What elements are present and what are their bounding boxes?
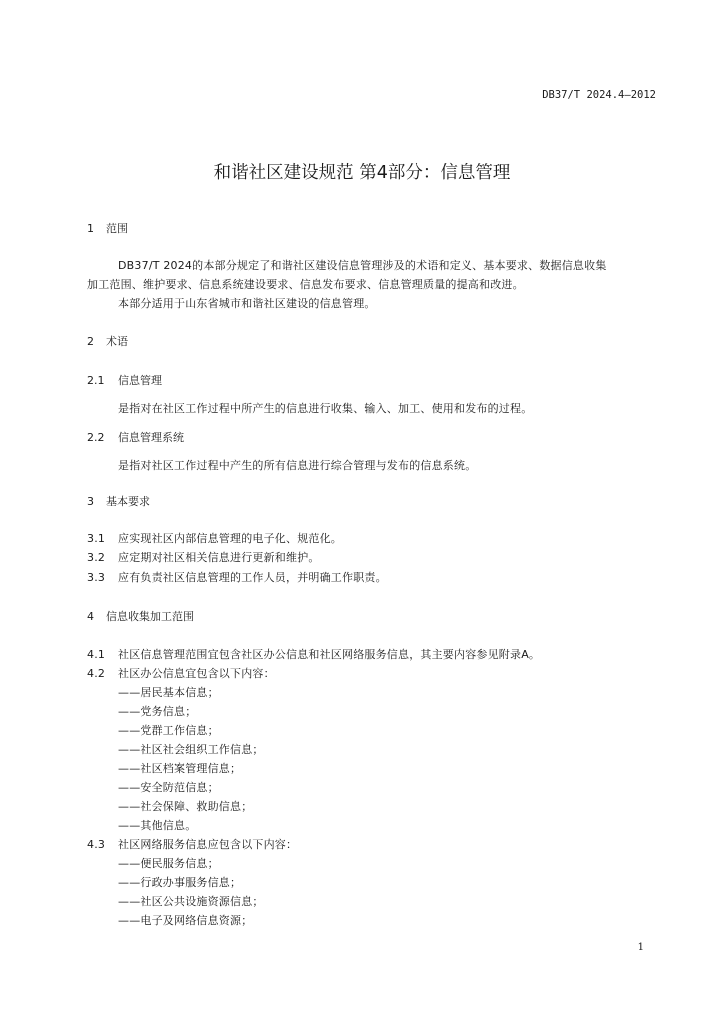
section-3-heading bbox=[87, 493, 150, 509]
section-4-heading bbox=[87, 608, 194, 624]
definition-text: 是指对社区工作过程中产生的所有信息进行综合管理与发布的信息系统。 bbox=[118, 459, 477, 472]
clause-number: 4.1 bbox=[87, 648, 106, 661]
item-number: 3.1 bbox=[87, 532, 106, 545]
document-title: 和谐社区建设规范 第4部分：信息管理 bbox=[213, 163, 511, 183]
clause-text: 社区网络服务信息应包含以下内容： bbox=[118, 838, 298, 851]
paragraph-line: 加工范围、维护要求、信息系统建设要求、信息发布要求、信息管理质量的提高和改进。 bbox=[87, 278, 524, 291]
requirement-item bbox=[87, 549, 320, 565]
subsection-2-2-heading bbox=[87, 429, 184, 445]
list-item: ——党务信息； bbox=[118, 705, 197, 718]
list-item: ——社区档案管理信息； bbox=[118, 762, 242, 775]
list-item: ——社会保障、救助信息； bbox=[118, 800, 253, 813]
list-item: ——居民基本信息； bbox=[118, 686, 219, 699]
clause-text: 社区办公信息宜包含以下内容： bbox=[118, 667, 275, 680]
requirement-item bbox=[87, 530, 342, 546]
item-number: 3.3 bbox=[87, 571, 106, 584]
list-item: ——电子及网络信息资源； bbox=[118, 914, 253, 927]
section-title: 术语 bbox=[106, 335, 128, 348]
item-number: 3.2 bbox=[87, 551, 106, 564]
paragraph-line: DB37/T 2024的本部分规定了和谐社区建设信息管理涉及的术语和定义、基本要求、数据信息收集 bbox=[118, 259, 607, 272]
page-number: 1 bbox=[637, 942, 644, 953]
list-item: ——便民服务信息； bbox=[118, 857, 219, 870]
clause-number: 4.2 bbox=[87, 667, 106, 680]
item-text: 应有负责社区信息管理的工作人员，并明确工作职责。 bbox=[118, 571, 387, 584]
section-number: 2 bbox=[87, 335, 94, 348]
subsection-number: 2.2 bbox=[87, 431, 105, 444]
list-item: ——社区社会组织工作信息； bbox=[118, 743, 264, 756]
list-item: ——行政办事服务信息； bbox=[118, 876, 242, 889]
standard-code: DB37/T 2024.4—2012 bbox=[542, 89, 656, 101]
clause-text: 社区信息管理范围宜包含社区办公信息和社区网络服务信息，其主要内容参见附录A。 bbox=[118, 648, 541, 661]
section-title: 范围 bbox=[106, 222, 128, 235]
list-item: ——其他信息。 bbox=[118, 819, 197, 832]
clause-4-2 bbox=[87, 665, 275, 681]
paragraph: 本部分适用于山东省城市和谐社区建设的信息管理。 bbox=[118, 297, 376, 310]
subsection-2-1-heading bbox=[87, 372, 162, 388]
section-number: 1 bbox=[87, 222, 94, 235]
list-item: ——安全防范信息； bbox=[118, 781, 219, 794]
item-text: 应定期对社区相关信息进行更新和维护。 bbox=[118, 551, 320, 564]
definition-text: 是指对在社区工作过程中所产生的信息进行收集、输入、加工、使用和发布的过程。 bbox=[118, 402, 533, 415]
list-item: ——社区公共设施资源信息； bbox=[118, 895, 264, 908]
section-number: 4 bbox=[87, 610, 94, 623]
clause-4-3 bbox=[87, 836, 297, 852]
section-number: 3 bbox=[87, 495, 94, 508]
clause-4-1 bbox=[87, 646, 540, 662]
clause-number: 4.3 bbox=[87, 838, 106, 851]
section-title: 基本要求 bbox=[106, 495, 150, 508]
requirement-item bbox=[87, 569, 387, 585]
subsection-title: 信息管理系统 bbox=[118, 431, 184, 444]
subsection-number: 2.1 bbox=[87, 374, 105, 387]
section-title: 信息收集加工范围 bbox=[106, 610, 194, 623]
section-2-heading bbox=[87, 333, 128, 349]
item-text: 应实现社区内部信息管理的电子化、规范化。 bbox=[118, 532, 342, 545]
subsection-title: 信息管理 bbox=[118, 374, 162, 387]
list-item: ——党群工作信息； bbox=[118, 724, 219, 737]
section-1-heading bbox=[87, 220, 128, 236]
